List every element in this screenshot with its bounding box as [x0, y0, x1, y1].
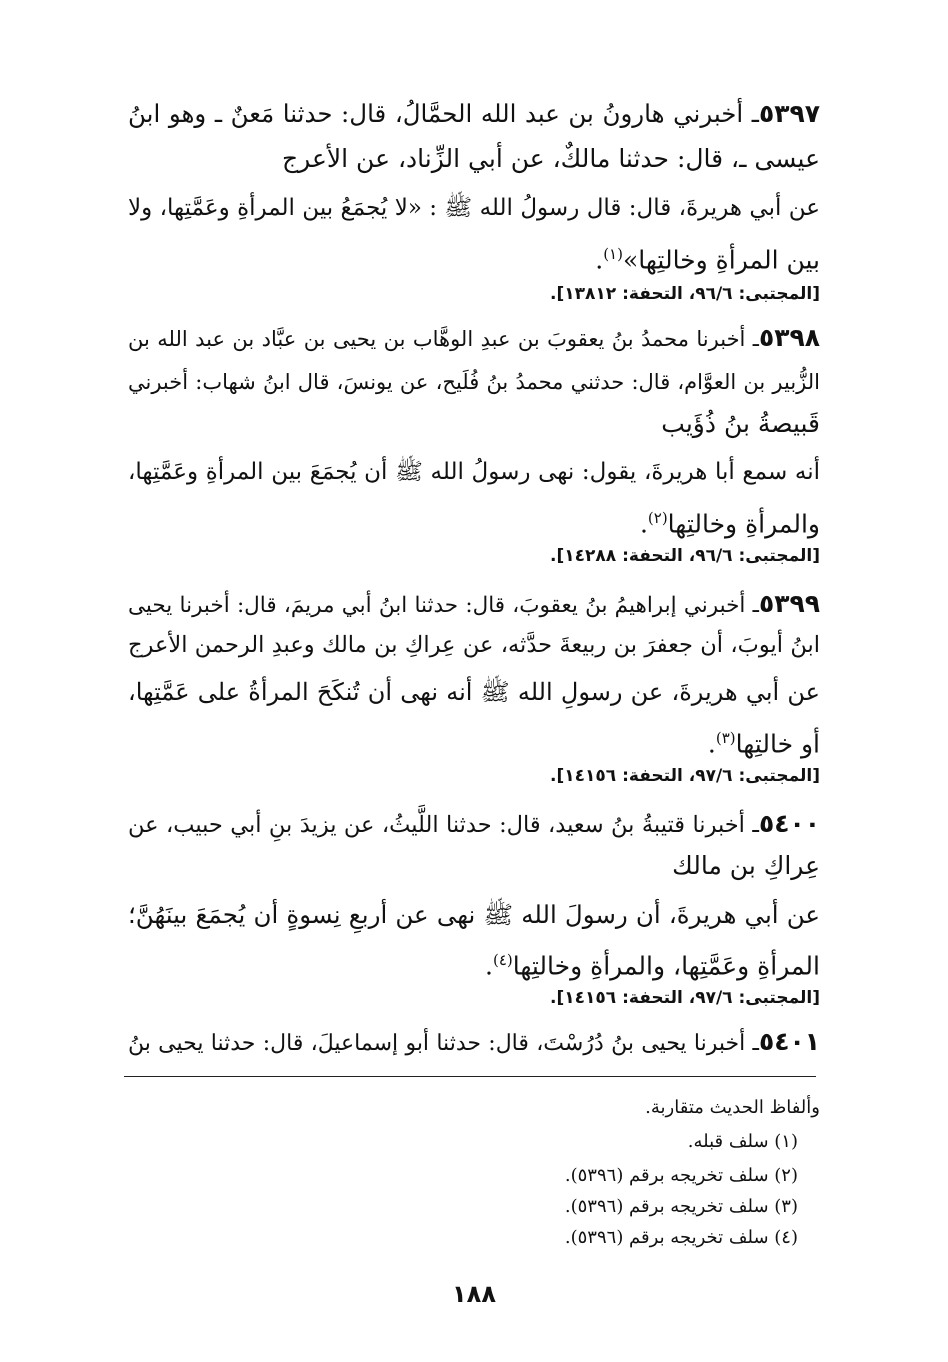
hadith-5400-reference: [المجتبى: ٩٧/٦، التحفة: ١٤١٥٦].	[550, 988, 820, 1008]
hadith-5399-reference: [المجتبى: ٩٧/٦، التحفة: ١٤١٥٦].	[550, 766, 820, 786]
hadith-5399-line-3: عن أبي هريرةَ، عن رسولِ الله ﷺ أنه نهى أن تُنكَحَ المرأةُ على عَمَّتِها،	[128, 678, 820, 706]
hadith-number: ٥٣٩٨	[758, 323, 820, 352]
footnote-carry: وألفاظ الحديث متقاربة.	[645, 1097, 820, 1118]
hadith-5397-reference: [المجتبى: ٩٦/٦، التحفة: ١٣٨١٢].	[550, 284, 820, 304]
footnote-3: (٣) سلف تخريجه برقم (٥٣٩٦).	[564, 1196, 798, 1217]
hadith-5398-line-5: والمرأةِ وخالتِها$^{(٢)}$.	[639, 509, 820, 539]
hadith-number: ٥٣٩٩	[758, 589, 820, 618]
hadith-5399-line-1: ٥٣٩٩ـ أخبرني إبراهيمُ بنُ يعقوبَ، قال: حدثنا ابنُ أبي مريمَ، قال: أخبرنا يحيى	[128, 589, 820, 618]
footnote-ref: (٤)	[492, 951, 513, 969]
hadith-5398-line-2: الزُّبير بن العوَّام، قال: حدثني محمدُ بنُ فُلَيح، عن يونسَ، قال ابنُ شهاب: أخبرني	[128, 370, 820, 394]
hadith-5400-line-3: عن أبي هريرةَ، أن رسولَ الله ﷺ نهى عن أربعِ نِسوةٍ أن يُجمَعَ بينَهُنَّ؛	[128, 900, 820, 929]
footnote-ref: (٢)	[647, 509, 668, 527]
hadith-5397-line-1: ٥٣٩٧ـ أخبرني هارونُ بن عبد الله الحمَّالُ، قال: حدثنا مَعنٌ ـ وهو ابنُ	[128, 99, 820, 128]
hadith-5400-line-4: المرأةِ وعَمَّتِها، والمرأةِ وخالتِها$^{(٤)}$.	[485, 951, 820, 981]
hadith-5400-line-1: ٥٤٠٠ـ أخبرنا قتيبةُ بنُ سعيد، قال: حدثنا اللَّيثُ، عن يزيدَ بنِ أبي حبيب، عن	[128, 809, 820, 838]
hadith-number: ٥٣٩٧	[758, 99, 820, 128]
hadith-5397-line-2: عيسى ـ، قال: حدثنا مالكٌ، عن أبي الزِّناد، عن الأعرج	[282, 144, 820, 173]
page-number: ١٨٨	[452, 1280, 496, 1308]
footnote-separator	[124, 1076, 816, 1077]
hadith-5398-line-4: أنه سمع أبا هريرةَ، يقول: نهى رسولُ الله ﷺ أن يُجمَعَ بين المرأةِ وعَمَّتِها،	[128, 459, 820, 485]
footnote-ref: (٣)	[715, 729, 736, 747]
footnote-2: (٢) سلف تخريجه برقم (٥٣٩٦).	[564, 1165, 798, 1186]
hadith-5401-line-1: ٥٤٠١ـ أخبرنا يحيى بنُ دُرُسْتَ، قال: حدثنا أبو إسماعيلَ، قال: حدثنا يحيى بنُ	[128, 1027, 820, 1056]
hadith-5400-line-2: عِراكِ بن مالك	[672, 851, 820, 880]
footnote-4: (٤) سلف تخريجه برقم (٥٣٩٦).	[564, 1227, 798, 1248]
hadith-5397-line-3: عن أبي هريرةَ، قال: قال رسولُ الله ﷺ : «لا يُجمَعُ بين المرأةِ وعَمَّتِها، ولا	[128, 195, 820, 221]
footnote-1: (١) سلف قبله.	[687, 1131, 798, 1152]
hadith-5399-line-4: أو خالتِها$^{(٣)}$.	[707, 729, 820, 759]
hadith-number: ٥٤٠١	[758, 1027, 820, 1056]
hadith-5398-line-1: ٥٣٩٨ـ أخبرنا محمدُ بنُ يعقوبَ بن عبدِ الوهَّاب بن يحيى بن عبَّاد بن عبد الله بن	[128, 323, 820, 352]
hadith-5399-line-2: ابنُ أيوبَ، أن جعفرَ بن ربيعةَ حدَّثه، عن عِراكِ بن مالك وعبدِ الرحمن الأعرج	[128, 632, 820, 658]
hadith-5398-line-3: قَبيصةُ بنُ ذُؤَيب	[661, 409, 820, 438]
hadith-5397-line-4: بين المرأةِ وخالتِها»$^{(١)}$.	[595, 245, 820, 275]
hadith-number: ٥٤٠٠	[758, 809, 820, 838]
footnote-ref: (١)	[603, 245, 623, 263]
hadith-5398-reference: [المجتبى: ٩٦/٦، التحفة: ١٤٢٨٨].	[550, 546, 820, 566]
